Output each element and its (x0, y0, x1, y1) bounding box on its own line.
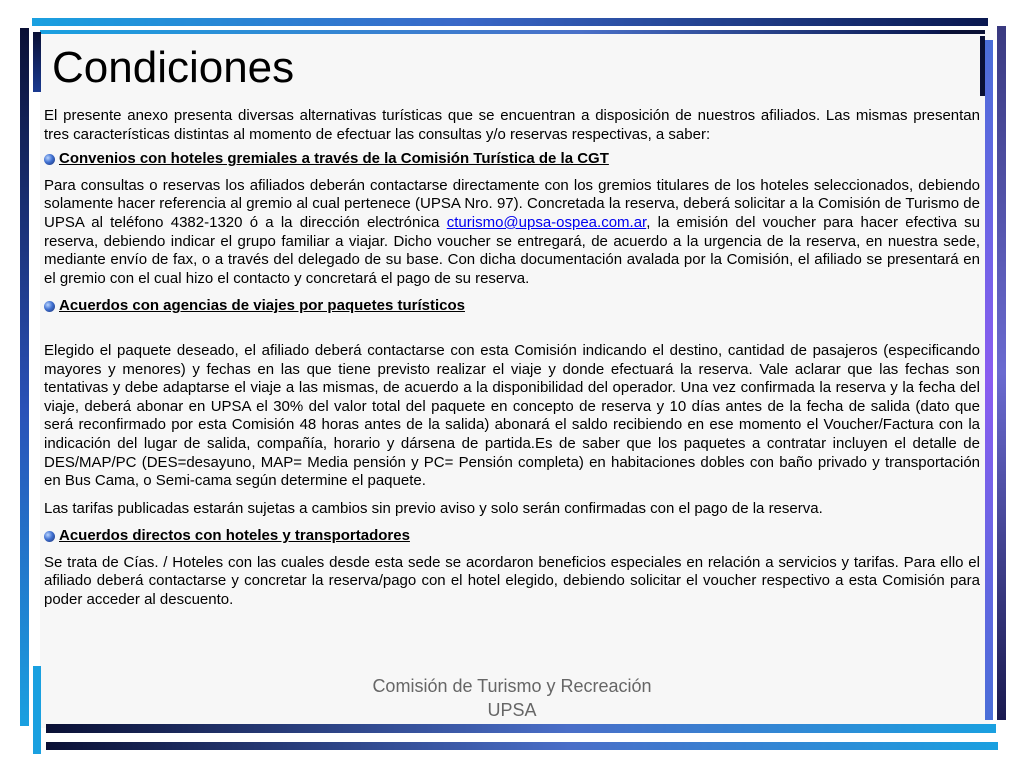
frame-bar-top-tail (940, 30, 985, 34)
frame-bar-left-bottom (33, 666, 41, 754)
frame-bar-bottom-inner (46, 724, 996, 733)
frame-bar-right-outer (997, 26, 1006, 720)
section-heading-label: Acuerdos directos con hoteles y transportadores (59, 527, 410, 545)
email-link[interactable]: cturismo@upsa-ospea.com.ar (446, 213, 647, 231)
spacer (44, 324, 980, 342)
intro-paragraph: El presente anexo presenta diversas alternativas turísticas que se encuentran a disposición de nuestros afiliados. Las mismas presentan tres características distintas al momento de efectuar las consultas y/o reservas respectivas, a saber: (44, 107, 980, 143)
section-heading-directos (44, 527, 980, 546)
slide-content (44, 107, 980, 619)
slide-footer (300, 674, 724, 722)
slide-title: Condiciones (52, 43, 295, 92)
section-heading-agencias (44, 297, 980, 316)
frame-bar-right-inner (985, 40, 993, 720)
section-body-directos: Se trata de Cías. / Hoteles con las cuales desde esta sede se acordaron beneficios especiales en relación a servicios y tarifas. Para ello el afiliado deberá contactarse y concretar la reserva/pago con el hotel elegido, debiendo solicitar el voucher respectivo a esta Comisión para poder acceder al descuento. (44, 553, 980, 609)
footer-line-commission: Comisión de Turismo y Recreación (372, 676, 652, 696)
bullet-icon (44, 301, 55, 312)
frame-bar-bottom-outer (46, 742, 998, 750)
tariff-note: Las tarifas publicadas estarán sujetas a cambios sin previo aviso y solo serán confirmadas con el pago de la reserva. (44, 499, 823, 517)
section-heading-label: Acuerdos con agencias de viajes por paquetes turísticos (59, 297, 465, 315)
section-heading-label: Convenios con hoteles gremiales a través de la Comisión Turística de la CGT (59, 150, 609, 168)
section-body-agencias: Elegido el paquete deseado, el afiliado deberá contactarse con esta Comisión indicando el destino, cantidad de pasajeros (especificando mayores y menores) y fechas en las que tiene previsto realizar el viaje y donde efectuará la reserva. Vale aclarar que las fechas son tentativas y debe adaptarse el viaje a las mismas, de acuerdo a la disponibilidad del operador. Una vez confirmada la reserva y la fecha del viaje, deberá abonar en UPSA el 30% del valor total del paquete en concepto de reserva y 10 días antes de la fecha de salida (dato que será reconfirmado por esta Comisión 48 horas antes de la salida) abonará el saldo recibiendo en ese momento el Voucher/Factura con la indicación del lugar de salida, compañía, horario y dársena de partida.Es de saber que los paquetes a contratar incluyen el detalle de DES/MAP/PC (DES=desayuno, MAP= Media pensión y PC= Pensión completa) en habitaciones dobles con baño privado y transportación en Bus Cama, o Semi-cama según determine el paquete. (44, 341, 980, 490)
footer-line-organization: UPSA (487, 700, 537, 720)
bullet-icon (44, 531, 55, 542)
frame-bar-left-top (33, 32, 41, 92)
section-body-text: Para consultas o reservas los afiliados deberán contactarse directamente con los gremios titulares de los hoteles seleccionados, debiendo solamente hacer referencia al gremio al cual pertenece (UPSA Nro. 97). Concretada la reserva, deberá solicitar a la Comisión de Turismo de UPSA al teléfono 4382-1320 ó a la dirección electrónica (44, 176, 980, 231)
frame-bar-left (20, 28, 29, 726)
frame-bar-top-inner (40, 30, 940, 34)
frame-bar-top (32, 18, 988, 26)
section-body-convenios (44, 177, 980, 289)
bullet-icon (44, 154, 55, 165)
section-body-text: , la emisión del voucher para hacer efectiva su reserva, debiendo indicar el grupo familiar a viajar. Dicho voucher se entregará, de acuerdo a la urgencia de la reserva, en nuestra sede, mediante envío de fax, o a través del delegado de su base. Con dicha documentación avalada por la Comisión, el afiliado se presentará en el gremio con el cual hizo el contacto y concretará el pago de su reserva. (44, 213, 980, 287)
section-heading-convenios (44, 150, 980, 169)
